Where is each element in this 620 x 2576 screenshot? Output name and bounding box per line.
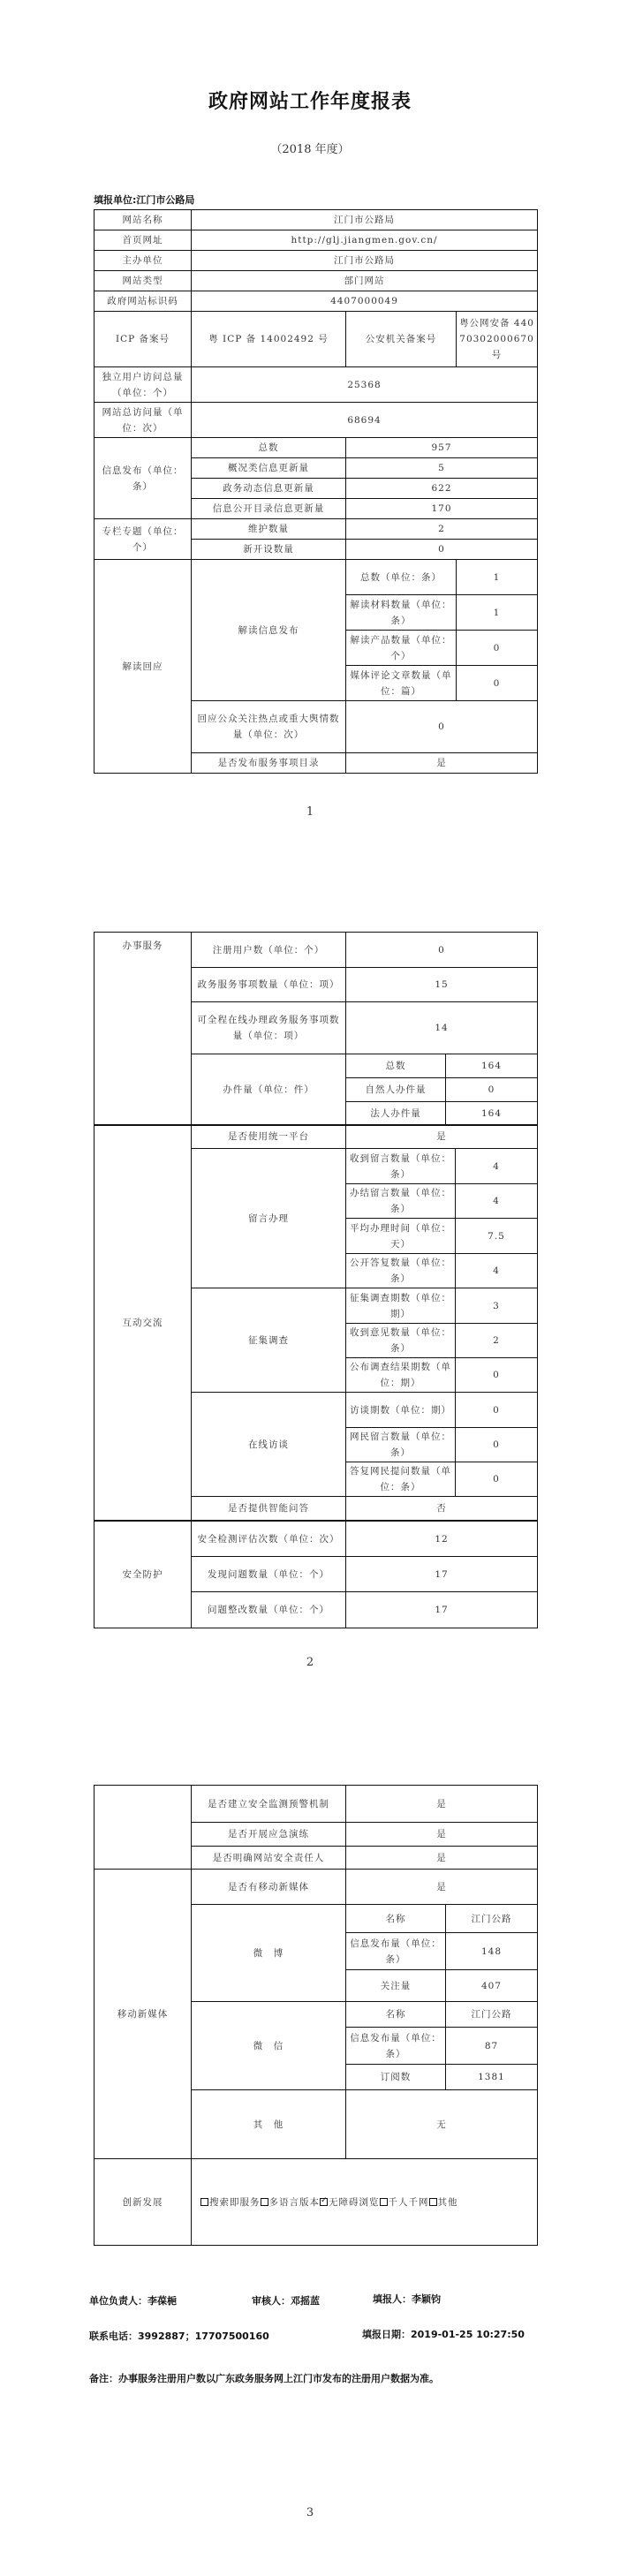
- label: 网站总访问量（单位：次）: [95, 403, 192, 438]
- sub-wechat: 微 信: [192, 2002, 346, 2090]
- value: 0: [346, 701, 538, 753]
- label: 发现问题数量（单位：个）: [192, 1557, 346, 1592]
- fill-date: 填报日期：2019-01-25 10:27:50: [362, 2329, 525, 2340]
- section-innovation: 创新发展: [95, 2159, 192, 2246]
- value: 是: [346, 1847, 538, 1870]
- label: 回应公众关注热点或重大舆情数量（单位：次）: [192, 701, 346, 753]
- label: 办结留言数量（单位：条）: [346, 1184, 456, 1219]
- value: 17: [346, 1557, 538, 1592]
- label: 总数: [192, 438, 346, 458]
- value: 江门公路: [446, 1905, 538, 1933]
- sub-interpretation-publish: 解读信息发布: [192, 560, 346, 701]
- filler-person: 填报人：李颖钧: [373, 2293, 441, 2305]
- label: 征集调查期数（单位：期）: [346, 1288, 456, 1324]
- label: 是否使用统一平台: [192, 1125, 346, 1149]
- site-name: 江门市公路局: [192, 210, 538, 230]
- value: 0: [446, 1078, 538, 1102]
- label: 新开设数量: [192, 540, 346, 560]
- label: 法人办件量: [346, 1102, 446, 1126]
- label: 公布调查结果期数（单位：期）: [346, 1358, 456, 1393]
- label: 是否明确网站安全责任人: [192, 1847, 346, 1870]
- label: 订阅数: [346, 2065, 446, 2090]
- checkbox-checked-icon[interactable]: [320, 2198, 328, 2206]
- value: 4: [456, 1254, 538, 1288]
- innovation-option[interactable]: 多语言版本: [261, 2197, 321, 2208]
- label: 维护数量: [192, 519, 346, 540]
- label: 是否建立安全监测预警机制: [192, 1786, 346, 1823]
- value: 5: [346, 458, 538, 479]
- label: 政府网站标识码: [95, 291, 192, 312]
- value: 无: [346, 2090, 538, 2159]
- label: 问题整改数量（单位：个）: [192, 1592, 346, 1628]
- label: 首页网址: [95, 230, 192, 251]
- section-info-publish: 信息发布（单位：条）: [95, 438, 192, 519]
- value: 4: [456, 1149, 538, 1184]
- label: 访谈期数（单位：期）: [346, 1393, 456, 1428]
- value: 1: [457, 595, 538, 631]
- sub-cases: 办件量（单位：件）: [192, 1054, 346, 1126]
- label: 平均办理时间（单位：天）: [346, 1219, 456, 1254]
- value: 0: [346, 933, 538, 968]
- value: 是: [346, 1786, 538, 1823]
- value: 是: [346, 753, 538, 774]
- checkbox-unchecked-icon[interactable]: [429, 2198, 437, 2206]
- label: 公安机关备案号: [346, 312, 457, 367]
- label: 网民留言数量（单位：条）: [346, 1428, 456, 1462]
- label: 网站名称: [95, 210, 192, 230]
- innovation-option[interactable]: 千人千网: [380, 2197, 429, 2208]
- report-table-page3: [94, 1785, 538, 2246]
- value: 是: [346, 1870, 538, 1905]
- label: 公开答复数量（单位：条）: [346, 1254, 456, 1288]
- value: 2: [346, 519, 538, 540]
- value: 15: [346, 968, 538, 1002]
- label: 媒体评论文章数量（单位：篇）: [346, 666, 457, 701]
- section-columns: 专栏专题（单位：个）: [95, 519, 192, 560]
- value: 0: [457, 666, 538, 701]
- section-media: 移动新媒体: [95, 1870, 192, 2159]
- value: 2: [456, 1324, 538, 1358]
- sponsor: 江门市公路局: [192, 251, 538, 271]
- checkbox-unchecked-icon[interactable]: [261, 2198, 268, 2206]
- label: 是否有移动新媒体: [192, 1870, 346, 1905]
- value: 7.5: [456, 1219, 538, 1254]
- value: 1381: [446, 2065, 538, 2090]
- page-number: 1: [306, 805, 314, 819]
- value: 87: [446, 2028, 538, 2065]
- report-title: 政府网站工作年度报表: [208, 91, 412, 113]
- value: 622: [346, 479, 538, 499]
- value: 1: [457, 560, 538, 595]
- value: 否: [346, 1497, 538, 1521]
- label: 关注量: [346, 1970, 446, 2002]
- checkbox-unchecked-icon[interactable]: [200, 2198, 208, 2206]
- label: 总数: [346, 1054, 446, 1078]
- sub-survey: 征集调查: [192, 1288, 346, 1393]
- value: 12: [346, 1522, 538, 1557]
- value: 江门公路: [446, 2002, 538, 2028]
- section-interpretation: 解读回应: [95, 560, 192, 774]
- remark: 备注：办事服务注册用户数以广东政务服务网上江门市发布的注册用户数据为准。: [89, 2373, 439, 2384]
- label: 信息发布量（单位：条）: [346, 2028, 446, 2065]
- page-number: 2: [306, 1656, 314, 1669]
- value: 14: [346, 1002, 538, 1054]
- label: 是否提供智能问答: [192, 1497, 346, 1521]
- innovation-option[interactable]: ✓ 无障碍浏览: [320, 2197, 380, 2208]
- unit-head: 单位负责人：李葆梔: [89, 2295, 177, 2307]
- label: 政务服务事项数量（单位：项）: [192, 968, 346, 1002]
- report-table-page2: [94, 932, 538, 1126]
- label: 自然人办件量: [346, 1078, 446, 1102]
- section-services: 办事服务: [95, 933, 192, 1126]
- label: 是否开展应急演练: [192, 1823, 346, 1847]
- report-table-page1: [94, 209, 538, 774]
- sub-interview: 在线访谈: [192, 1393, 346, 1497]
- value: 170: [346, 499, 538, 519]
- label: 网站类型: [95, 271, 192, 291]
- icp-number: 粤 ICP 备 14002492 号: [192, 312, 346, 367]
- site-code: 4407000049: [192, 291, 538, 312]
- label: 是否发布服务事项目录: [192, 753, 346, 774]
- page-number: 3: [306, 2506, 314, 2519]
- value: 是: [346, 1823, 538, 1847]
- homepage-url[interactable]: http://glj.jiangmen.gov.cn/: [192, 230, 538, 251]
- label: 信息发布量（单位：条）: [346, 1933, 446, 1970]
- label: 收到意见数量（单位：条）: [346, 1324, 456, 1358]
- label: 信息公开目录信息更新量: [192, 499, 346, 519]
- checkbox-unchecked-icon[interactable]: [380, 2198, 388, 2206]
- value: 17: [346, 1592, 538, 1628]
- label: 名称: [346, 2002, 446, 2028]
- unique-visitors: 25368: [192, 367, 538, 403]
- value: 3: [456, 1288, 538, 1324]
- label: 总数（单位：条）: [346, 560, 457, 595]
- reviewer: 审核人：邓摇蓝: [252, 2295, 320, 2307]
- value: 0: [456, 1393, 538, 1428]
- label: 解读产品数量（单位：个）: [346, 631, 457, 666]
- label: 注册用户数（单位：个）: [192, 933, 346, 968]
- label: 概况类信息更新量: [192, 458, 346, 479]
- value: 0: [456, 1358, 538, 1393]
- label: 可全程在线办理政务服务事项数量（单位：项）: [192, 1002, 346, 1054]
- label: 安全检测评估次数（单位：次）: [192, 1522, 346, 1557]
- section-security: 安全防护: [95, 1522, 192, 1628]
- label: 其 他: [192, 2090, 346, 2159]
- value: 是: [346, 1125, 538, 1149]
- value: 407: [446, 1970, 538, 2002]
- sub-weibo: 微 博: [192, 1905, 346, 2002]
- label: 独立用户访问总量（单位：个）: [95, 367, 192, 403]
- police-number: 粤公网安备 44070302000670 号: [457, 312, 538, 367]
- report-table-page2-interaction: [94, 1124, 538, 1521]
- report-table-page2-security: [94, 1521, 538, 1628]
- value: 0: [456, 1428, 538, 1462]
- report-year: （2018 年度）: [270, 143, 350, 156]
- innovation-option[interactable]: 搜索即服务: [200, 2197, 261, 2208]
- contact-phone: 联系电话：3992887；17707500160: [89, 2330, 269, 2342]
- value: 164: [446, 1054, 538, 1078]
- label: 解读材料数量（单位：条）: [346, 595, 457, 631]
- label: 答复网民提问数量（单位：条）: [346, 1462, 456, 1497]
- value: 148: [446, 1933, 538, 1970]
- label: ICP 备案号: [95, 312, 192, 367]
- innovation-option[interactable]: 其他: [429, 2197, 458, 2208]
- value: 957: [346, 438, 538, 458]
- label: 政务动态信息更新量: [192, 479, 346, 499]
- site-type: 部门网站: [192, 271, 538, 291]
- sub-messages: 留言办理: [192, 1149, 346, 1288]
- filler-unit: 填报单位:江门市公路局: [94, 194, 195, 206]
- value: 0: [457, 631, 538, 666]
- section-interaction: 互动交流: [95, 1125, 192, 1521]
- innovation-options: [192, 2159, 538, 2246]
- page-views: 68694: [192, 403, 538, 438]
- label: 主办单位: [95, 251, 192, 271]
- value: 164: [446, 1102, 538, 1126]
- value: 0: [346, 540, 538, 560]
- label: 收到留言数量（单位：条）: [346, 1149, 456, 1184]
- label: 名称: [346, 1905, 446, 1933]
- value: 0: [456, 1462, 538, 1497]
- value: 4: [456, 1184, 538, 1219]
- section-security-cont: [95, 1786, 192, 1870]
